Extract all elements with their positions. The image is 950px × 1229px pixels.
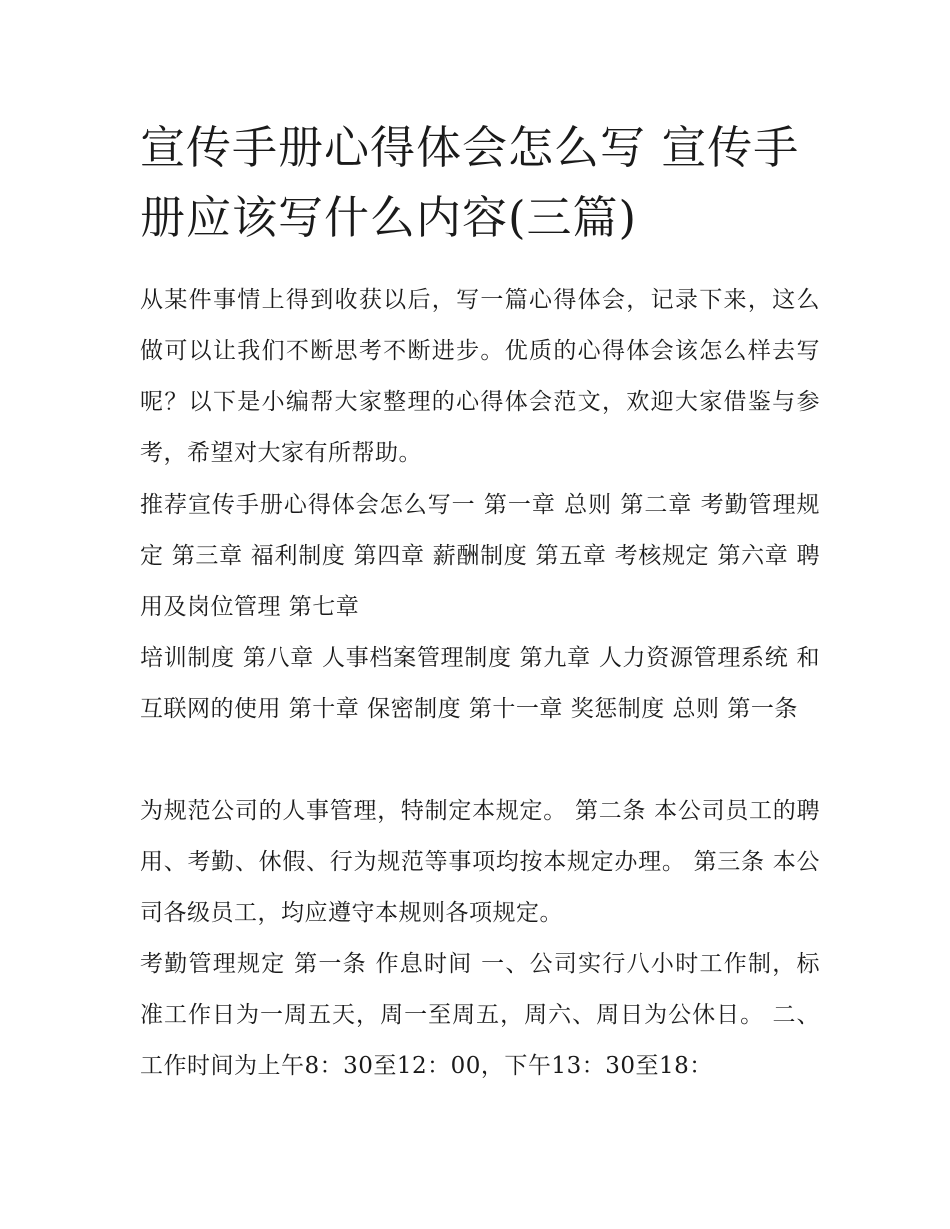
intro-paragraph: 从某件事情上得到收获以后，写一篇心得体会，记录下来，这么做可以让我们不断思考不断进步。优质的心得体会该怎么样去写呢？以下是小编帮大家整理的心得体会范文，欢迎大家借鉴与参考，希望对大家有所帮助。 [140, 287, 820, 466]
chapter-list-paragraph: 推荐宣传手册心得体会怎么写一 第一章 总则 第二章 考勤管理规定 第三章 福利制度 第四章 薪酬制度 第五章 考核规定 第六章 聘用及岗位管理 第七章 [140, 492, 820, 620]
attendance-rules-paragraph: 考勤管理规定 第一条 作息时间 一、公司实行八小时工作制，标准工作日为一周五天，周一至周五，周六、周日为公休日。 二、工作时间为上午8：30至12：00，下午13：30至18： [140, 951, 820, 1079]
document-title: 宣传手册心得体会怎么写 宣传手册应该写什么内容(三篇) [140, 121, 800, 244]
chapter-list-continued-paragraph: 培训制度 第八章 人事档案管理制度 第九章 人力资源管理系统 和互联网的使用 第十章 保密制度 第十一章 奖惩制度 总则 第一条 [140, 645, 820, 722]
general-rules-paragraph: 为规范公司的人事管理，特制定本规定。 第二条 本公司员工的聘用、考勤、休假、行为规范等事项均按本规定办理。 第三条 本公司各级员工，均应遵守本规则各项规定。 [140, 798, 820, 926]
